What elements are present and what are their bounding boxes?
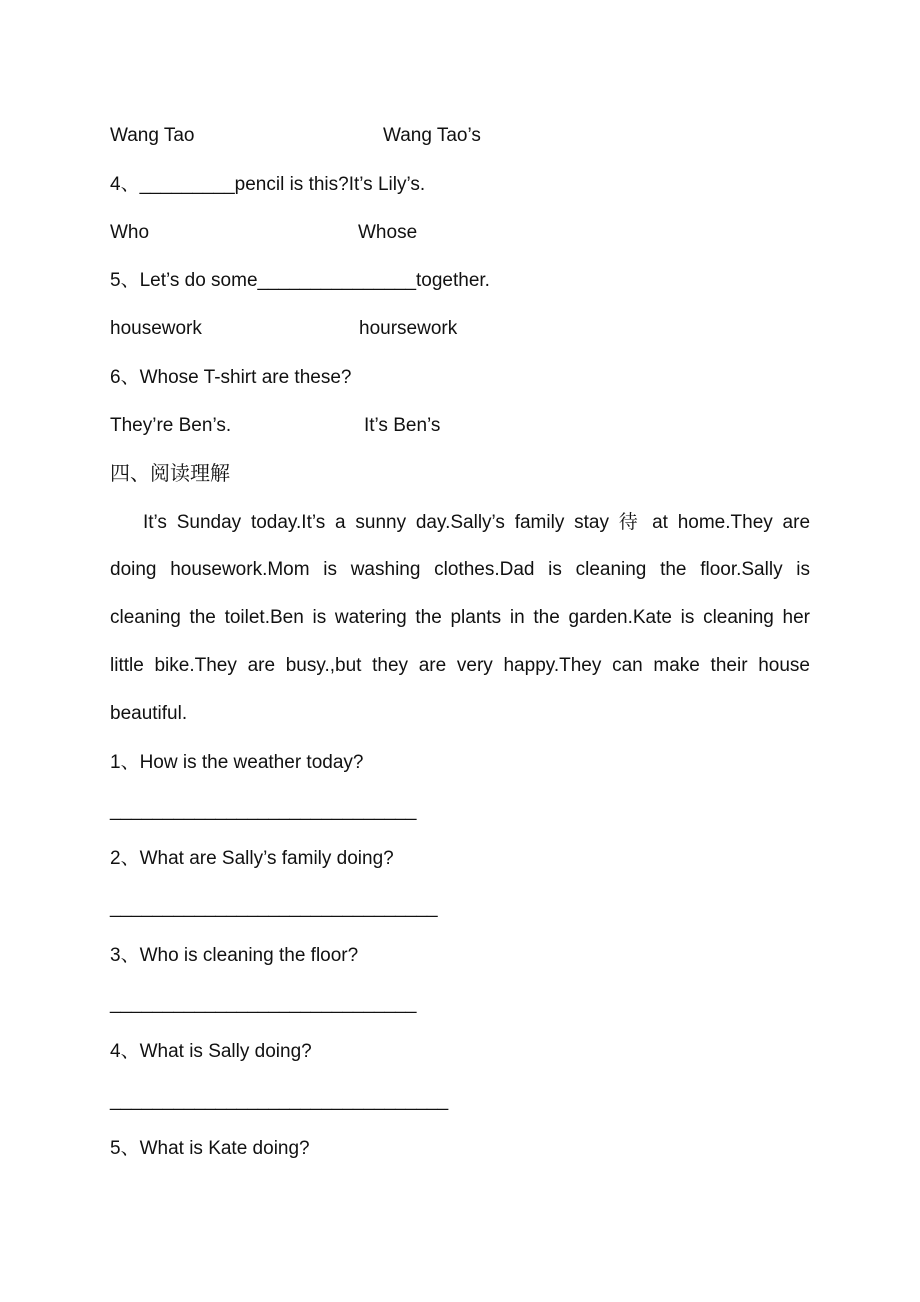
option-a-q3: Wang Tao <box>110 125 195 146</box>
paragraph-cjk-char: 待 <box>618 511 643 533</box>
reading-question-4: 4、What is Sally doing? <box>110 1041 312 1062</box>
answer-line-1: _____________________________ <box>110 800 417 821</box>
answer-line-3: _____________________________ <box>110 993 417 1014</box>
reading-question-2: 2、What are Sally’s family doing? <box>110 848 394 869</box>
reading-question-5: 5、What is Kate doing? <box>110 1138 310 1159</box>
paragraph-text-1a: It’s Sunday today.It’s a sunny day.Sally’s family stay <box>143 512 609 533</box>
reading-paragraph-line-3: cleaning the toilet.Ben is watering the plants in the garden.Kate is cleaning her <box>110 607 810 628</box>
answer-line-2: _______________________________ <box>110 897 438 918</box>
answer-line-4: ________________________________ <box>110 1090 449 1111</box>
option-a-q6: They’re Ben’s. <box>110 415 232 436</box>
option-b-q6: It’s Ben’s <box>364 415 441 436</box>
reading-paragraph-line-2: doing housework.Mom is washing clothes.Dad is cleaning the floor.Sally is <box>110 559 810 580</box>
option-b-q4: Whose <box>358 222 418 243</box>
reading-question-3: 3、Who is cleaning the floor? <box>110 945 359 966</box>
reading-paragraph-line-5: beautiful. <box>110 703 188 724</box>
reading-paragraph-line-1 <box>143 510 810 535</box>
reading-question-1: 1、How is the weather today? <box>110 752 364 773</box>
option-a-q4: Who <box>110 222 150 243</box>
question-4: 4、_________pencil is this?It’s Lily’s. <box>110 174 426 195</box>
question-5: 5、Let’s do some_______________together. <box>110 270 490 291</box>
reading-paragraph-line-4: little bike.They are busy.,but they are very happy.They can make their house <box>110 655 810 676</box>
paragraph-text-1b: at home.They are <box>652 512 811 533</box>
option-a-q5: housework <box>110 318 202 339</box>
question-6: 6、Whose T-shirt are these? <box>110 367 352 388</box>
option-b-q5: hoursework <box>359 318 458 339</box>
option-b-q3: Wang Tao’s <box>383 125 481 146</box>
section-title-reading: 四、阅读理解 <box>110 461 230 485</box>
